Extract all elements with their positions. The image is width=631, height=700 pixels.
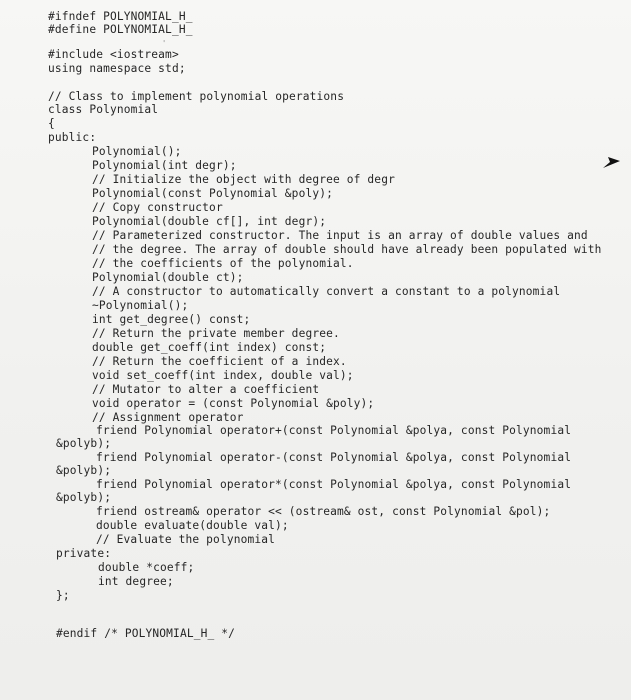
code-line: friend Polynomial operator*(const Polynomial &polya, const Polynomial xyxy=(96,478,572,491)
code-line: Polynomial(double ct); xyxy=(92,271,244,284)
code-line: void operator = (const Polynomial &poly); xyxy=(92,397,375,410)
code-line: ~Polynomial(); xyxy=(92,299,189,312)
code-line: &polyb); xyxy=(56,491,112,504)
code-line: private: xyxy=(56,547,112,560)
code-line: int get_degree() const; xyxy=(92,313,251,326)
code-line: // Return the coefficient of a index. xyxy=(92,355,347,368)
scan-artifact: ' xyxy=(163,39,166,48)
code-line: // Parameterized constructor. The input is an array of double values and xyxy=(92,229,588,242)
code-line: }; xyxy=(56,589,70,602)
code-line: &polyb); xyxy=(56,437,112,450)
code-line: &polyb); xyxy=(56,464,112,477)
code-line: // Copy constructor xyxy=(92,201,223,214)
code-line: { xyxy=(48,117,55,130)
code-line: class Polynomial xyxy=(48,103,159,116)
code-line: // A constructor to automatically convert a constant to a polynomial xyxy=(92,285,561,298)
code-line: #ifndef POLYNOMIAL_H_ xyxy=(48,10,193,23)
code-line: // Assignment operator xyxy=(92,411,244,424)
code-line: Polynomial(const Polynomial &poly); xyxy=(92,187,333,200)
code-line: friend Polynomial operator-(const Polynomial &polya, const Polynomial xyxy=(96,451,572,464)
code-line: #include <iostream> xyxy=(48,48,179,61)
code-line: Polynomial(double cf[], int degr); xyxy=(92,215,327,228)
code-line: Polynomial(); xyxy=(92,145,182,158)
code-line: Polynomial(int degr); xyxy=(92,159,237,172)
code-line: // Mutator to alter a coefficient xyxy=(92,383,320,396)
code-line: // Evaluate the polynomial xyxy=(96,533,276,546)
code-line: #define POLYNOMIAL_H_ xyxy=(48,23,193,36)
code-line: // the degree. The array of double should have already been populated with xyxy=(92,243,602,256)
code-line: double get_coeff(int index) const; xyxy=(92,341,327,354)
arrow-cursor-icon xyxy=(600,153,622,175)
code-line: public: xyxy=(48,131,97,144)
code-line: #endif /* POLYNOMIAL_H_ */ xyxy=(56,627,236,640)
code-line: friend Polynomial operator+(const Polynomial &polya, const Polynomial xyxy=(96,424,572,437)
code-line: double evaluate(double val); xyxy=(96,519,289,532)
code-line: int degree; xyxy=(98,575,174,588)
code-line: friend ostream& operator << (ostream& ost, const Polynomial &pol); xyxy=(96,505,551,518)
code-line: using namespace std; xyxy=(48,62,186,75)
code-line: double *coeff; xyxy=(98,561,195,574)
code-line: // Class to implement polynomial operations xyxy=(48,90,345,103)
code-line: // Return the private member degree. xyxy=(92,327,340,340)
code-line: // the coefficients of the polynomial. xyxy=(92,257,354,270)
code-line: void set_coeff(int index, double val); xyxy=(92,369,354,382)
code-line: // Initialize the object with degree of degr xyxy=(92,173,395,186)
